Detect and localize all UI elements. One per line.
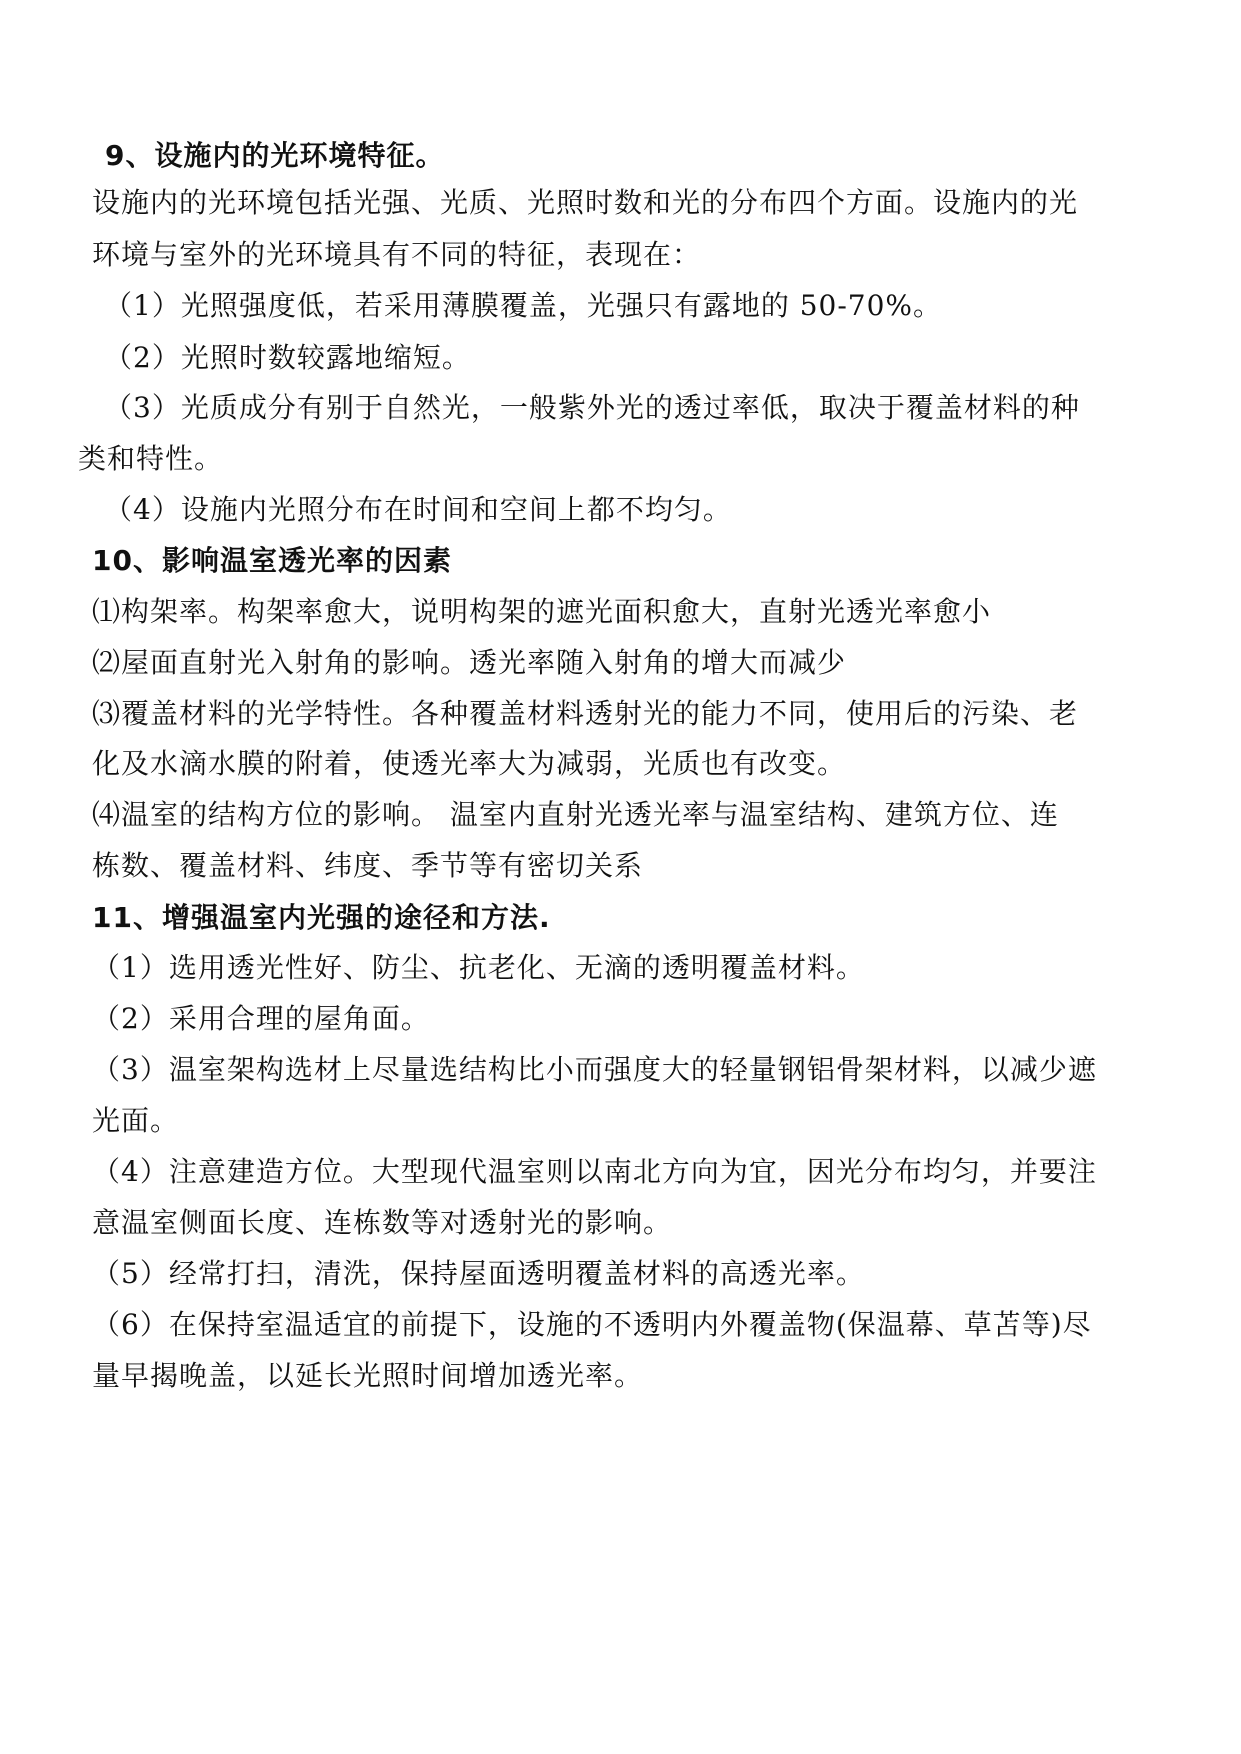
section-11-item-2: （2）采用合理的屋角面。 xyxy=(92,1002,430,1035)
section-9-item-3-line-2: 类和特性。 xyxy=(78,442,224,475)
section-10-item-1: ⑴构架率。构架率愈大，说明构架的遮光面积愈大，直射光透光率愈小 xyxy=(92,595,992,628)
section-11-item-3-line-2: 光面。 xyxy=(92,1104,180,1137)
section-10-heading: 10、影响温室透光率的因素 xyxy=(92,544,452,577)
section-10-item-4-line-2: 栋数、覆盖材料、纬度、季节等有密切关系 xyxy=(92,849,644,882)
section-11-heading: 11、增强温室内光强的途径和方法. xyxy=(92,901,551,934)
section-9-heading: 9、设施内的光环境特征。 xyxy=(105,139,445,172)
section-11-item-4-line-1: （4）注意建造方位。大型现代温室则以南北方向为宜，因光分布均匀，并要注 xyxy=(92,1155,1097,1188)
section-9-intro-line-2: 环境与室外的光环境具有不同的特征，表现在： xyxy=(92,238,702,271)
section-9-item-1: （1）光照强度低，若采用薄膜覆盖，光强只有露地的 50-70%。 xyxy=(104,289,943,322)
section-10-item-3-line-2: 化及水滴水膜的附着，使透光率大为减弱，光质也有改变。 xyxy=(92,747,847,780)
section-9-intro-line-1: 设施内的光环境包括光强、光质、光照时数和光的分布四个方面。设施内的光 xyxy=(92,186,1079,219)
section-9-item-3-line-1: （3）光质成分有别于自然光，一般紫外光的透过率低，取决于覆盖材料的种 xyxy=(104,391,1080,424)
section-11-item-1: （1）选用透光性好、防尘、抗老化、无滴的透明覆盖材料。 xyxy=(92,951,865,984)
section-11-item-6-line-2: 量早揭晚盖，以延长光照时间增加透光率。 xyxy=(92,1359,644,1392)
section-10-item-2: ⑵屋面直射光入射角的影响。透光率随入射角的增大而减少 xyxy=(92,646,847,679)
section-11-item-6-line-1: （6）在保持室温适宜的前提下，设施的不透明内外覆盖物(保温幕、草苫等)尽 xyxy=(92,1308,1092,1341)
section-9-item-4: （4）设施内光照分布在时间和空间上都不均匀。 xyxy=(104,493,732,526)
section-11-item-4-line-2: 意温室侧面长度、连栋数等对透射光的影响。 xyxy=(92,1206,673,1239)
section-10-item-4-line-1: ⑷温室的结构方位的影响。 温室内直射光透光率与温室结构、建筑方位、连 xyxy=(92,798,1059,831)
section-11-item-3-line-1: （3）温室架构选材上尽量选结构比小而强度大的轻量钢铝骨架材料，以减少遮 xyxy=(92,1053,1097,1086)
section-11-item-5: （5）经常打扫，清洗，保持屋面透明覆盖材料的高透光率。 xyxy=(92,1257,865,1290)
section-10-item-3-line-1: ⑶覆盖材料的光学特性。各种覆盖材料透射光的能力不同，使用后的污染、老 xyxy=(92,697,1079,730)
section-9-item-2: （2）光照时数较露地缩短。 xyxy=(104,341,471,374)
